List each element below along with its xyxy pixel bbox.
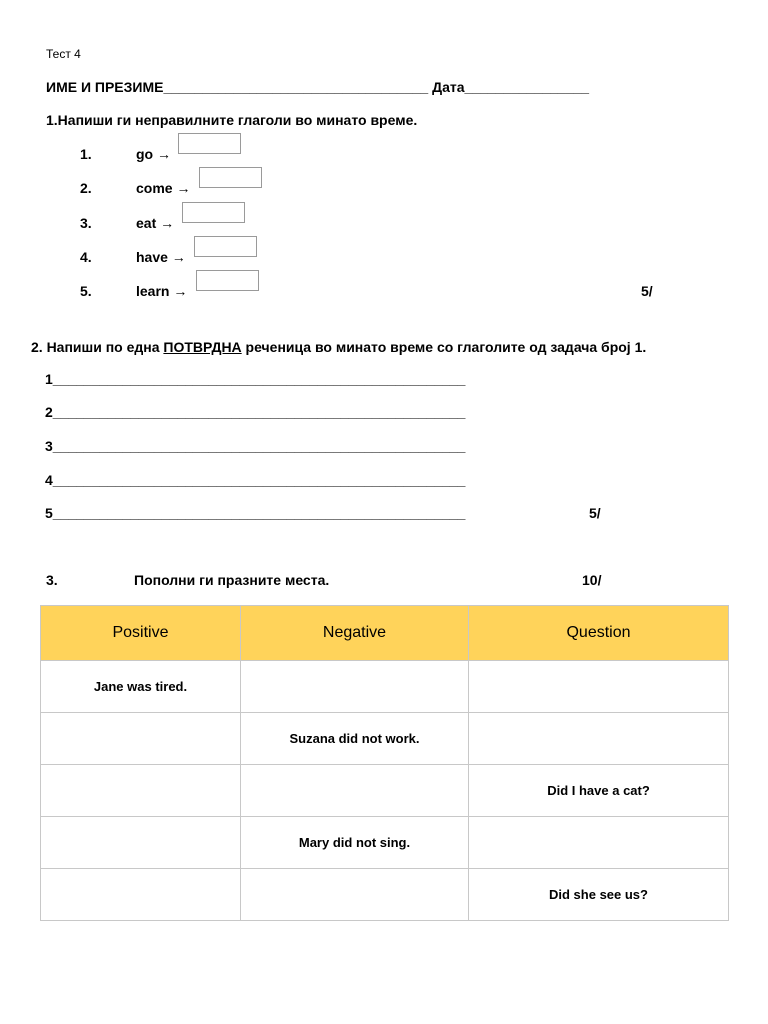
task2-answer-line[interactable]: 2_____________________________________________________ — [45, 404, 466, 420]
table-cell: Did I have a cat? — [469, 765, 729, 817]
task2-title-emphasis: ПОТВРДНА — [163, 339, 242, 355]
task1-item-number: 3. — [80, 215, 92, 231]
table-cell-blank[interactable] — [241, 765, 469, 817]
header-positive: Positive — [41, 606, 241, 661]
task2-answer-line[interactable]: 4_____________________________________________________ — [45, 472, 466, 488]
table-cell-blank[interactable] — [469, 661, 729, 713]
test-label: Тест 4 — [46, 47, 81, 61]
task3-title: Пополни ги празните места. — [134, 572, 330, 588]
table-cell-blank[interactable] — [41, 765, 241, 817]
table-cell-blank[interactable] — [41, 869, 241, 921]
table-header-row — [41, 606, 729, 661]
sentence-table — [40, 605, 729, 921]
task1-verb: come → — [136, 180, 191, 196]
task1-answer-box[interactable] — [196, 270, 259, 291]
table-cell-blank[interactable] — [241, 869, 469, 921]
task1-item-number: 4. — [80, 249, 92, 265]
task1-verb: go → — [136, 146, 171, 162]
task2-answer-line[interactable]: 5_____________________________________________________ — [45, 505, 466, 521]
table-cell-blank[interactable] — [469, 713, 729, 765]
table-row — [41, 765, 729, 817]
task3-number: 3. — [46, 572, 58, 588]
table-row — [41, 661, 729, 713]
table-cell: Jane was tired. — [41, 661, 241, 713]
table-row — [41, 869, 729, 921]
task1-item-number: 1. — [80, 146, 92, 162]
table-row — [41, 713, 729, 765]
task2-title-start: 2. Напиши по една — [31, 339, 164, 355]
table-cell-blank[interactable] — [241, 661, 469, 713]
table-cell-blank[interactable] — [41, 713, 241, 765]
header-question: Question — [469, 606, 729, 661]
task1-title: 1.Напиши ги неправилните глаголи во минато време. — [46, 112, 418, 128]
task2-answer-line[interactable]: 3_____________________________________________________ — [45, 438, 466, 454]
task2-title — [31, 339, 646, 355]
task2-answer-line[interactable]: 1_____________________________________________________ — [45, 371, 466, 387]
task1-verb: learn → — [136, 283, 188, 299]
table-cell: Did she see us? — [469, 869, 729, 921]
task1-verb: eat → — [136, 215, 175, 231]
table-cell-blank[interactable] — [41, 817, 241, 869]
table-cell-blank[interactable] — [469, 817, 729, 869]
header-negative: Negative — [241, 606, 469, 661]
table-cell: Suzana did not work. — [241, 713, 469, 765]
task1-answer-box[interactable] — [194, 236, 257, 257]
task1-item-number: 5. — [80, 283, 92, 299]
task3-score: 10/ — [582, 572, 602, 588]
task1-item-number: 2. — [80, 180, 92, 196]
table-cell: Mary did not sing. — [241, 817, 469, 869]
task1-answer-box[interactable] — [178, 133, 241, 154]
task1-score: 5/ — [641, 283, 653, 299]
task1-verb: have → — [136, 249, 186, 265]
table-row — [41, 817, 729, 869]
name-date-line: ИМЕ И ПРЕЗИМЕ__________________________________ Дата________________ — [46, 79, 590, 95]
task1-answer-box[interactable] — [182, 202, 245, 223]
task2-score: 5/ — [589, 505, 601, 521]
task2-title-end: реченица во минато време со глаголите од задача број 1. — [241, 339, 647, 355]
task1-answer-box[interactable] — [199, 167, 262, 188]
